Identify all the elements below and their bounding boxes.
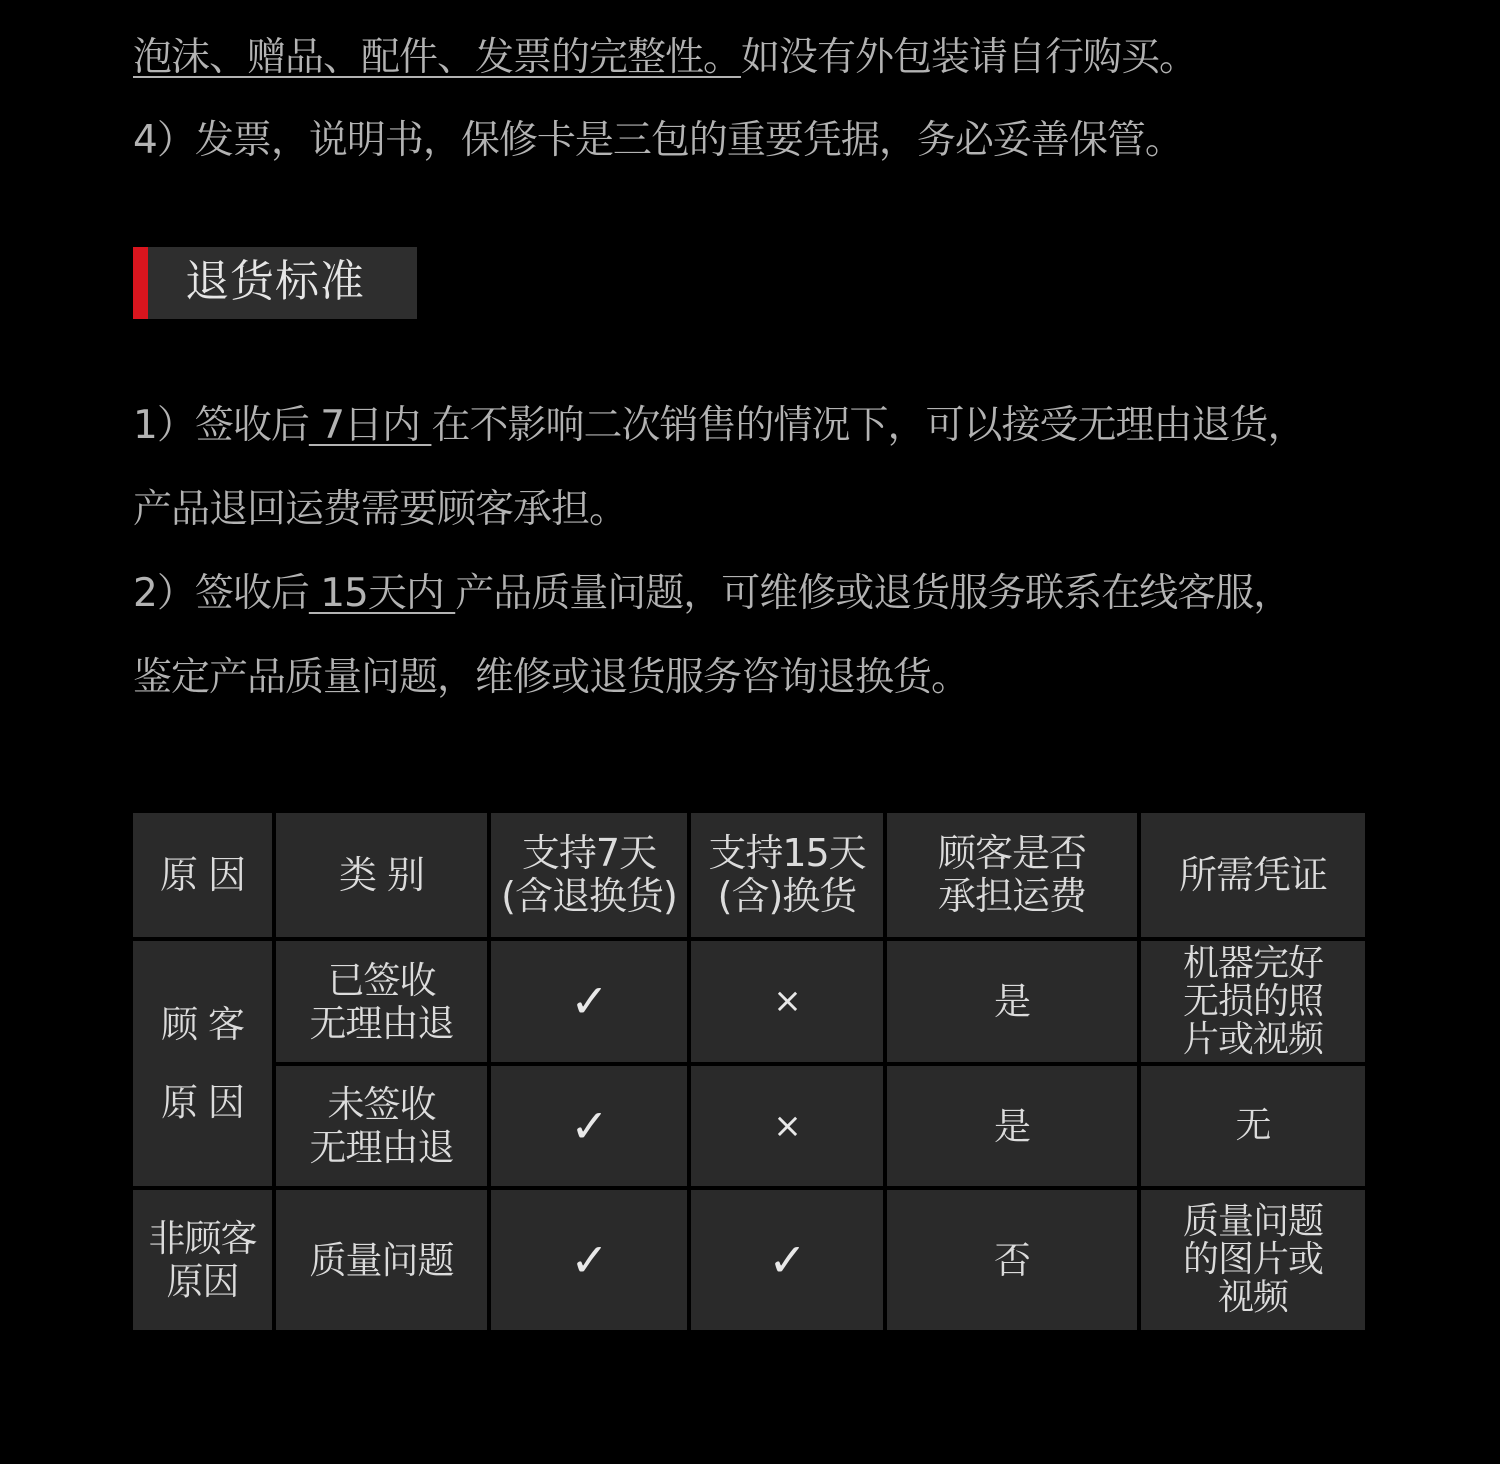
header-reason: 原 因 <box>133 813 272 937</box>
table-row-3-7day: ✓ <box>491 1190 687 1330</box>
rule-2-period: 15天内 <box>308 571 456 616</box>
table-row-2-15day: × <box>691 1066 883 1186</box>
rule-2-text: 产品质量问题，可维修或退货服务联系在线客服， <box>455 571 1292 616</box>
header-support-15-days: 支持15天 (含)换货 <box>691 813 883 937</box>
table-row-1-15day: × <box>691 941 883 1062</box>
table-row-1-category: 已签收 无理由退 <box>276 941 487 1062</box>
invoice-note: 4）发票，说明书，保修卡是三包的重要凭据，务必妥善保管。 <box>133 118 1183 163</box>
table-row-2-7day: ✓ <box>491 1066 687 1186</box>
table-row-1-7day: ✓ <box>491 941 687 1062</box>
table-row-3-category: 质量问题 <box>276 1190 487 1330</box>
rule-2-line-2: 鉴定产品质量问题，维修或退货服务咨询退换货。 <box>133 655 970 700</box>
reason-non-customer: 非顾客 原因 <box>133 1190 272 1330</box>
rule-1-text: 在不影响二次销售的情况下，可以接受无理由退货， <box>431 403 1306 448</box>
rule-1-prefix: 1）签收后 <box>133 403 309 448</box>
table-row-3-proof: 质量问题 的图片或 视频 <box>1141 1190 1365 1330</box>
header-support-7-days: 支持7天 (含退换货) <box>491 813 687 937</box>
rule-2-prefix: 2）签收后 <box>133 571 309 616</box>
rule-1-line-1 <box>133 403 1306 448</box>
rule-1-line-2: 产品退回运费需要顾客承担。 <box>133 487 628 532</box>
table-row-3-15day: ✓ <box>691 1190 883 1330</box>
section-title: 退货标准 <box>185 256 365 307</box>
table-row-2-proof: 无 <box>1141 1066 1365 1186</box>
table-row-2-category: 未签收 无理由退 <box>276 1066 487 1186</box>
table-row-3-freight: 否 <box>887 1190 1137 1330</box>
table-row-2-freight: 是 <box>887 1066 1137 1186</box>
packaging-note <box>133 35 1198 80</box>
header-customer-freight: 顾客是否 承担运费 <box>887 813 1137 937</box>
rule-1-period: 7日内 <box>308 403 432 448</box>
return-standards-table <box>133 813 1365 1330</box>
table-row-1-proof: 机器完好 无损的照 片或视频 <box>1141 941 1365 1062</box>
reason-customer: 顾 客 原 因 <box>133 941 272 1186</box>
section-header <box>133 247 417 319</box>
packaging-note-underlined: 泡沫、赠品、配件、发票的完整性。 <box>133 35 742 80</box>
header-required-proof: 所需凭证 <box>1141 813 1365 937</box>
packaging-note-rest: 如没有外包装请自行购买。 <box>741 35 1198 80</box>
header-category: 类 别 <box>276 813 487 937</box>
section-accent-bar <box>133 247 148 319</box>
table-row-1-freight: 是 <box>887 941 1137 1062</box>
rule-2-line-1 <box>133 571 1292 616</box>
